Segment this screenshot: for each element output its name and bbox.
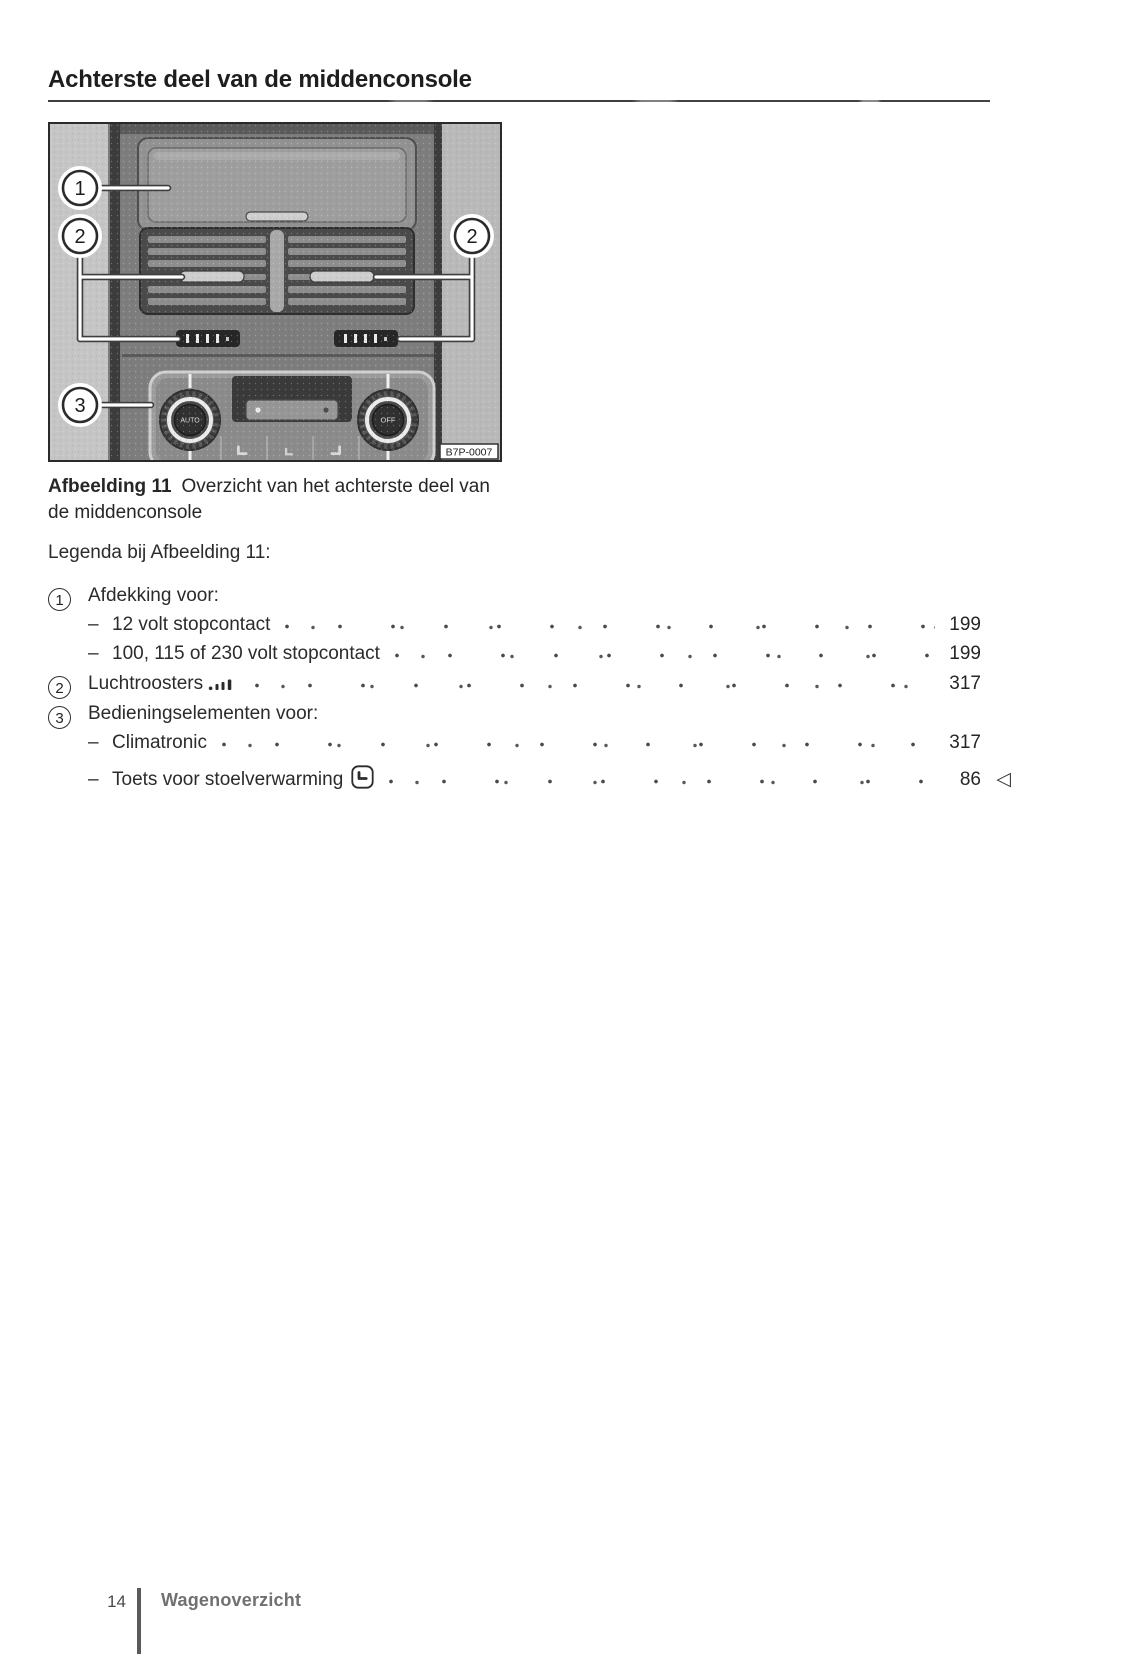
legend-item-label: Afdekking voor: — [88, 585, 219, 606]
legend-list — [48, 584, 1011, 791]
svg-text:3: 3 — [74, 395, 86, 417]
callout-2-right-badge — [453, 217, 492, 256]
legend-heading: Legenda bij Afbeelding 11: — [48, 542, 271, 563]
dash-bullet: – — [88, 769, 99, 790]
page-reference: 317 — [949, 732, 981, 753]
legend-row-luchtroosters — [48, 672, 1011, 695]
title-underline — [48, 100, 990, 102]
legend-item-label: 100, 115 of 230 volt stopcontact — [112, 643, 380, 664]
page-reference: 86 — [959, 769, 981, 790]
legend-marker-3: 3 — [48, 706, 71, 729]
image-code-label — [440, 444, 498, 459]
legend-item-label: 12 volt stopcontact — [112, 614, 271, 635]
dot-leader — [207, 734, 935, 754]
footer-divider — [137, 1588, 141, 1654]
console-figure — [48, 122, 502, 462]
legend-row-230volt — [48, 643, 1011, 665]
figure-caption — [48, 474, 500, 526]
page-title: Achterste deel van de middenconsole — [48, 66, 472, 93]
legend-item-label: Climatronic — [112, 732, 208, 753]
legend-row-stoelverwarming — [48, 761, 1011, 791]
scan-grain — [50, 124, 500, 460]
figure-caption-text: Overzicht van het achterste deel van de middenconsole — [48, 476, 490, 523]
dash-bullet: – — [88, 643, 99, 664]
svg-text:1: 1 — [74, 178, 86, 200]
legend-marker-2: 2 — [48, 676, 71, 699]
callout-3-badge — [61, 386, 100, 425]
manual-page — [0, 0, 1142, 791]
figure-caption-label: Afbeelding 11 — [48, 476, 172, 497]
svg-text:2: 2 — [74, 226, 86, 248]
legend-item-label: Toets voor stoelverwarming — [112, 769, 344, 790]
legend-item-label: Luchtroosters — [88, 673, 204, 694]
legend-row-afdekking — [48, 584, 1011, 607]
legend-marker-1: 1 — [48, 588, 71, 611]
page-reference: 317 — [949, 673, 981, 694]
legend-row-bedieningselementen — [48, 702, 1011, 725]
fan-speed-icon — [208, 676, 235, 691]
callout-1-badge — [61, 169, 100, 208]
dash-bullet: – — [88, 614, 99, 635]
page-reference: 199 — [949, 614, 981, 635]
dot-leader — [374, 771, 935, 791]
continuation-triangle: ◁ — [996, 769, 1011, 790]
seat-heating-icon — [351, 765, 374, 789]
footer-page-number: 14 — [107, 1592, 126, 1611]
svg-text:2: 2 — [466, 226, 478, 248]
footer-section-title: Wagenoverzicht — [161, 1590, 302, 1610]
dot-leader — [240, 675, 935, 695]
dash-bullet: – — [88, 732, 99, 753]
dot-leader — [270, 616, 935, 636]
callout-2-left-badge — [61, 217, 100, 256]
legend-row-12volt — [48, 614, 1011, 636]
dot-leader — [380, 645, 935, 665]
page-footer — [0, 1588, 1142, 1654]
legend-row-climatronic — [48, 732, 1011, 754]
console-photo — [50, 124, 500, 460]
page-reference: 199 — [949, 643, 981, 664]
legend-item-label: Bedieningselementen voor: — [88, 703, 319, 724]
svg-text:B7P-0007: B7P-0007 — [445, 446, 493, 459]
